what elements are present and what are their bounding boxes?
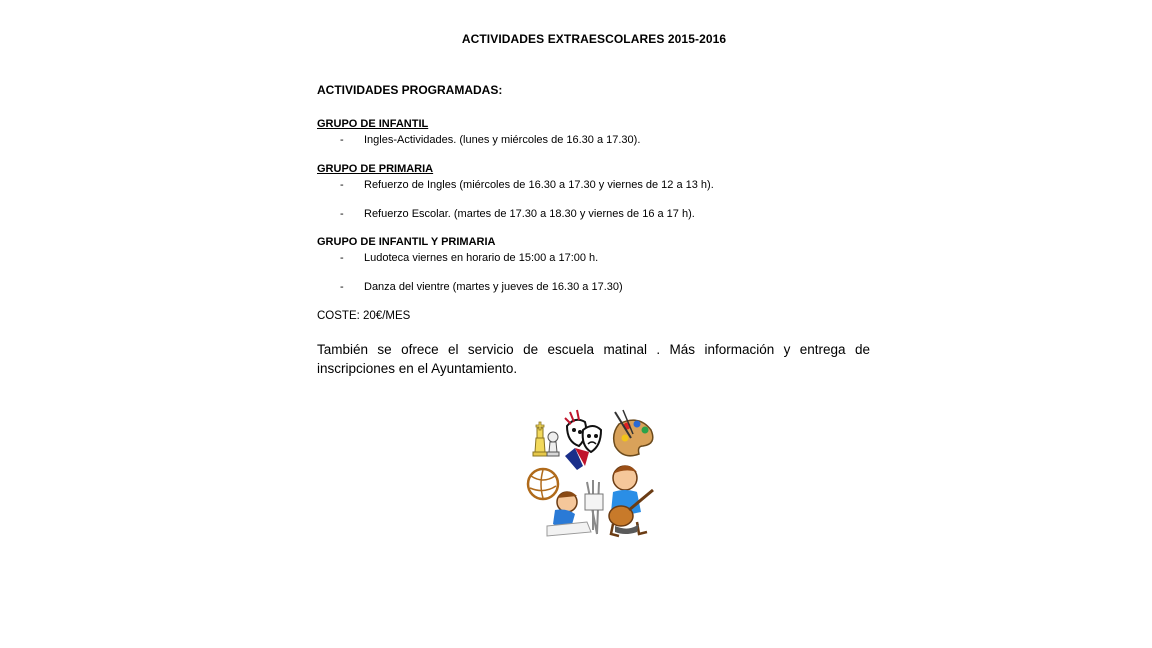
theater-masks-icon bbox=[565, 410, 601, 470]
list-item-text: Ludoteca viernes en horario de 15:00 a 17:00 h. bbox=[364, 252, 599, 264]
activities-clipart bbox=[525, 404, 665, 540]
group-heading-primaria: GRUPO DE PRIMARIA bbox=[317, 163, 434, 175]
list-dash: - bbox=[340, 252, 344, 264]
list-item bbox=[340, 179, 714, 191]
list-dash: - bbox=[340, 208, 344, 220]
list-item-text: Refuerzo Escolar. (martes de 17.30 a 18.30 y viernes de 16 a 17 h). bbox=[364, 208, 695, 220]
list-item-text: Danza del vientre (martes y jueves de 16.30 a 17.30) bbox=[364, 281, 623, 293]
paint-palette-icon bbox=[614, 410, 653, 456]
group-heading-infantil-primaria: GRUPO DE INFANTIL Y PRIMARIA bbox=[317, 236, 496, 248]
list-dash: - bbox=[340, 134, 344, 146]
list-item bbox=[340, 281, 623, 293]
list-item-text: Refuerzo de Ingles (miércoles de 16.30 a 17.30 y viernes de 12 a 13 h). bbox=[364, 179, 714, 191]
volleyball-icon bbox=[528, 469, 558, 499]
document-title: ACTIVIDADES EXTRAESCOLARES 2015-2016 bbox=[461, 32, 727, 46]
cost-text: COSTE: 20€/MES bbox=[317, 310, 411, 322]
list-item bbox=[340, 208, 695, 220]
list-dash: - bbox=[340, 179, 344, 191]
section-heading: ACTIVIDADES PROGRAMADAS: bbox=[317, 83, 503, 97]
child-guitar-icon bbox=[609, 465, 653, 536]
group-heading-infantil: GRUPO DE INFANTIL bbox=[317, 118, 429, 130]
list-dash: - bbox=[340, 281, 344, 293]
list-item-text: Ingles-Actividades. (lunes y miércoles de 16.30 a 17.30). bbox=[364, 134, 641, 146]
chess-pieces-icon bbox=[533, 422, 559, 456]
list-item bbox=[340, 134, 640, 146]
info-paragraph: También se ofrece el servicio de escuela matinal . Más información y entrega de inscripciones en el Ayuntamiento. bbox=[317, 342, 870, 376]
list-item bbox=[340, 252, 598, 264]
